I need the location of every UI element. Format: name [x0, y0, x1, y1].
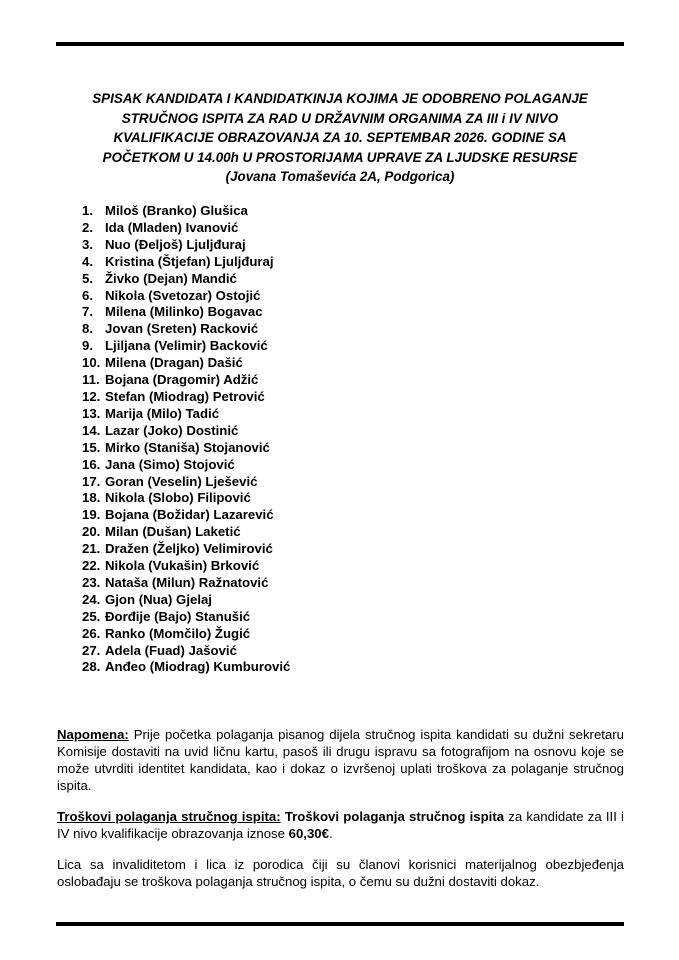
candidate-number: 10.	[82, 355, 101, 371]
candidate-name: Bojana (Dragomir) Adžić	[105, 372, 259, 388]
candidate-number: 20.	[82, 524, 101, 540]
candidate-name: Marija (Milo) Tadić	[105, 405, 220, 421]
candidate-item	[82, 558, 290, 575]
candidate-name: Anđeo (Miodrag) Kumburović	[105, 659, 291, 675]
candidate-item	[82, 338, 290, 355]
candidate-name: Đorđije (Bajo) Stanušić	[105, 608, 251, 624]
candidate-name: Nikola (Svetozar) Ostojić	[105, 287, 261, 303]
candidate-number: 4.	[82, 253, 93, 269]
candidate-number: 27.	[82, 642, 101, 658]
candidate-name: Živko (Dejan) Mandić	[105, 270, 237, 286]
candidate-item	[82, 372, 290, 389]
candidate-number: 13.	[82, 405, 101, 421]
candidate-item	[82, 490, 290, 507]
document-title	[60, 89, 620, 187]
note-text: Prije početka polaganja pisanog dijela stručnog ispita kandidati su dužni sekretaru Komisije dostaviti na uvid ličnu kartu, pasoš ili drugu ispravu sa fotografijom na osnovu koje se može utvrditi identitet kandidata, kao i dokaz o izvršenoj uplati troškova za polaganje stručnog ispita.	[57, 727, 624, 793]
candidate-item	[82, 254, 290, 271]
candidate-item	[82, 271, 290, 288]
candidate-name: Nikola (Vukašin) Brković	[105, 558, 260, 574]
candidate-number: 16.	[82, 456, 101, 472]
candidate-number: 8.	[82, 321, 93, 337]
top-rule	[56, 42, 624, 46]
costs-bold-text: Troškovi polaganja stručnog ispita	[280, 809, 505, 824]
candidate-name: Adela (Fuad) Jašović	[105, 642, 237, 658]
candidate-item	[82, 507, 290, 524]
candidate-item	[82, 575, 290, 592]
candidate-name: Ljiljana (Velimir) Backović	[105, 338, 268, 354]
note-paragraph	[57, 727, 624, 795]
candidate-name: Dražen (Željko) Velimirović	[105, 541, 273, 557]
candidate-item	[82, 288, 290, 305]
candidate-name: Nuo (Đeljoš) Ljuljđuraj	[105, 236, 246, 252]
bottom-rule	[56, 922, 624, 926]
costs-text: za kandidate za III i IV nivo kvalifikacije obrazovanja iznose	[57, 809, 624, 841]
candidate-item	[82, 659, 290, 676]
candidate-item	[82, 440, 290, 457]
candidate-number: 18.	[82, 490, 101, 506]
candidate-item	[82, 524, 290, 541]
note-label: Napomena:	[57, 727, 129, 742]
candidate-item	[82, 609, 290, 626]
candidate-name: Milena (Dragan) Dašić	[105, 355, 243, 371]
candidate-number: 14.	[82, 422, 101, 438]
candidate-item	[82, 592, 290, 609]
candidate-name: Ranko (Momčilo) Žugić	[105, 625, 251, 641]
candidate-name: Mirko (Staniša) Stojanović	[105, 439, 270, 455]
candidate-name: Stefan (Miodrag) Petrović	[105, 388, 265, 404]
candidate-item	[82, 304, 290, 321]
candidate-name: Nataša (Milun) Ražnatović	[105, 574, 269, 590]
title-line: POČETKOM U 14.00h U PROSTORIJAMA UPRAVE ZA LJUDSKE RESURSE	[102, 149, 578, 165]
candidate-item	[82, 220, 290, 237]
candidate-name: Jovan (Sreten) Racković	[105, 321, 259, 337]
candidate-number: 12.	[82, 388, 101, 404]
candidate-item	[82, 457, 290, 474]
candidate-item	[82, 626, 290, 643]
title-line: STRUČNOG ISPITA ZA RAD U DRŽAVNIM ORGANIMA ZA III i IV NIVO	[121, 110, 559, 126]
candidate-number: 15.	[82, 439, 101, 455]
candidate-number: 9.	[82, 338, 93, 354]
candidate-name: Bojana (Božidar) Lazarević	[105, 507, 274, 523]
candidate-number: 3.	[82, 236, 93, 252]
candidate-number: 22.	[82, 558, 101, 574]
candidate-number: 17.	[82, 473, 101, 489]
costs-end: .	[328, 825, 333, 841]
candidate-number: 21.	[82, 541, 101, 557]
candidate-number: 23.	[82, 574, 101, 590]
candidate-name: Milena (Milinko) Bogavac	[105, 304, 263, 320]
candidate-item	[82, 406, 290, 423]
candidate-number: 11.	[82, 372, 100, 388]
candidate-name: Kristina (Štjefan) Ljuljđuraj	[105, 253, 274, 269]
candidate-number: 5.	[82, 270, 93, 286]
candidate-name: Jana (Simo) Stojović	[105, 456, 235, 472]
exemption-paragraph: Lica sa invaliditetom i lica iz porodica čiji su članovi korisnici materijalnog obezbjeđenja oslobađaju se troškova polaganja stručnog ispita, o čemu su dužni dostaviti dokaz.	[57, 857, 624, 889]
costs-paragraph	[57, 809, 624, 843]
candidate-item	[82, 474, 290, 491]
candidate-item	[82, 541, 290, 558]
candidate-number: 28.	[82, 659, 101, 675]
candidate-list	[82, 203, 290, 676]
candidate-number: 19.	[82, 507, 101, 523]
candidate-item	[82, 355, 290, 372]
title-line: SPISAK KANDIDATA I KANDIDATKINJA KOJIMA JE ODOBRENO POLAGANJE	[92, 91, 588, 106]
candidate-number: 25.	[82, 608, 101, 624]
candidate-number: 24.	[82, 591, 101, 607]
candidate-name: Lazar (Joko) Dostinić	[105, 422, 239, 438]
costs-amount: 60,30€	[288, 825, 329, 841]
candidate-name: Goran (Veselin) Lješević	[105, 473, 258, 489]
candidate-number: 6.	[82, 287, 93, 303]
candidate-name: Miloš (Branko) Glušica	[105, 203, 248, 218]
costs-label: Troškovi polaganja stručnog ispita:	[57, 809, 281, 824]
candidate-item	[82, 643, 290, 660]
candidate-number: 1.	[82, 203, 93, 218]
title-line: KVALIFIKACIJE OBRAZOVANJA ZA 10. SEPTEMBAR 2026. GODINE SA	[113, 130, 567, 146]
candidate-item	[82, 321, 290, 338]
candidate-item	[82, 423, 290, 440]
candidate-item	[82, 237, 290, 254]
candidate-name: Ida (Mladen) Ivanović	[105, 219, 239, 235]
candidate-number: 7.	[82, 304, 93, 320]
candidate-item	[82, 203, 290, 220]
candidate-number: 26.	[82, 625, 101, 641]
candidate-item	[82, 389, 290, 406]
candidate-name: Milan (Dušan) Laketić	[105, 524, 241, 540]
title-line: (Jovana Tomaševića 2A, Podgorica)	[225, 169, 455, 185]
candidate-number: 2.	[82, 219, 93, 235]
candidate-name: Nikola (Slobo) Filipović	[105, 490, 251, 506]
candidate-name: Gjon (Nua) Gjelaj	[105, 591, 212, 607]
